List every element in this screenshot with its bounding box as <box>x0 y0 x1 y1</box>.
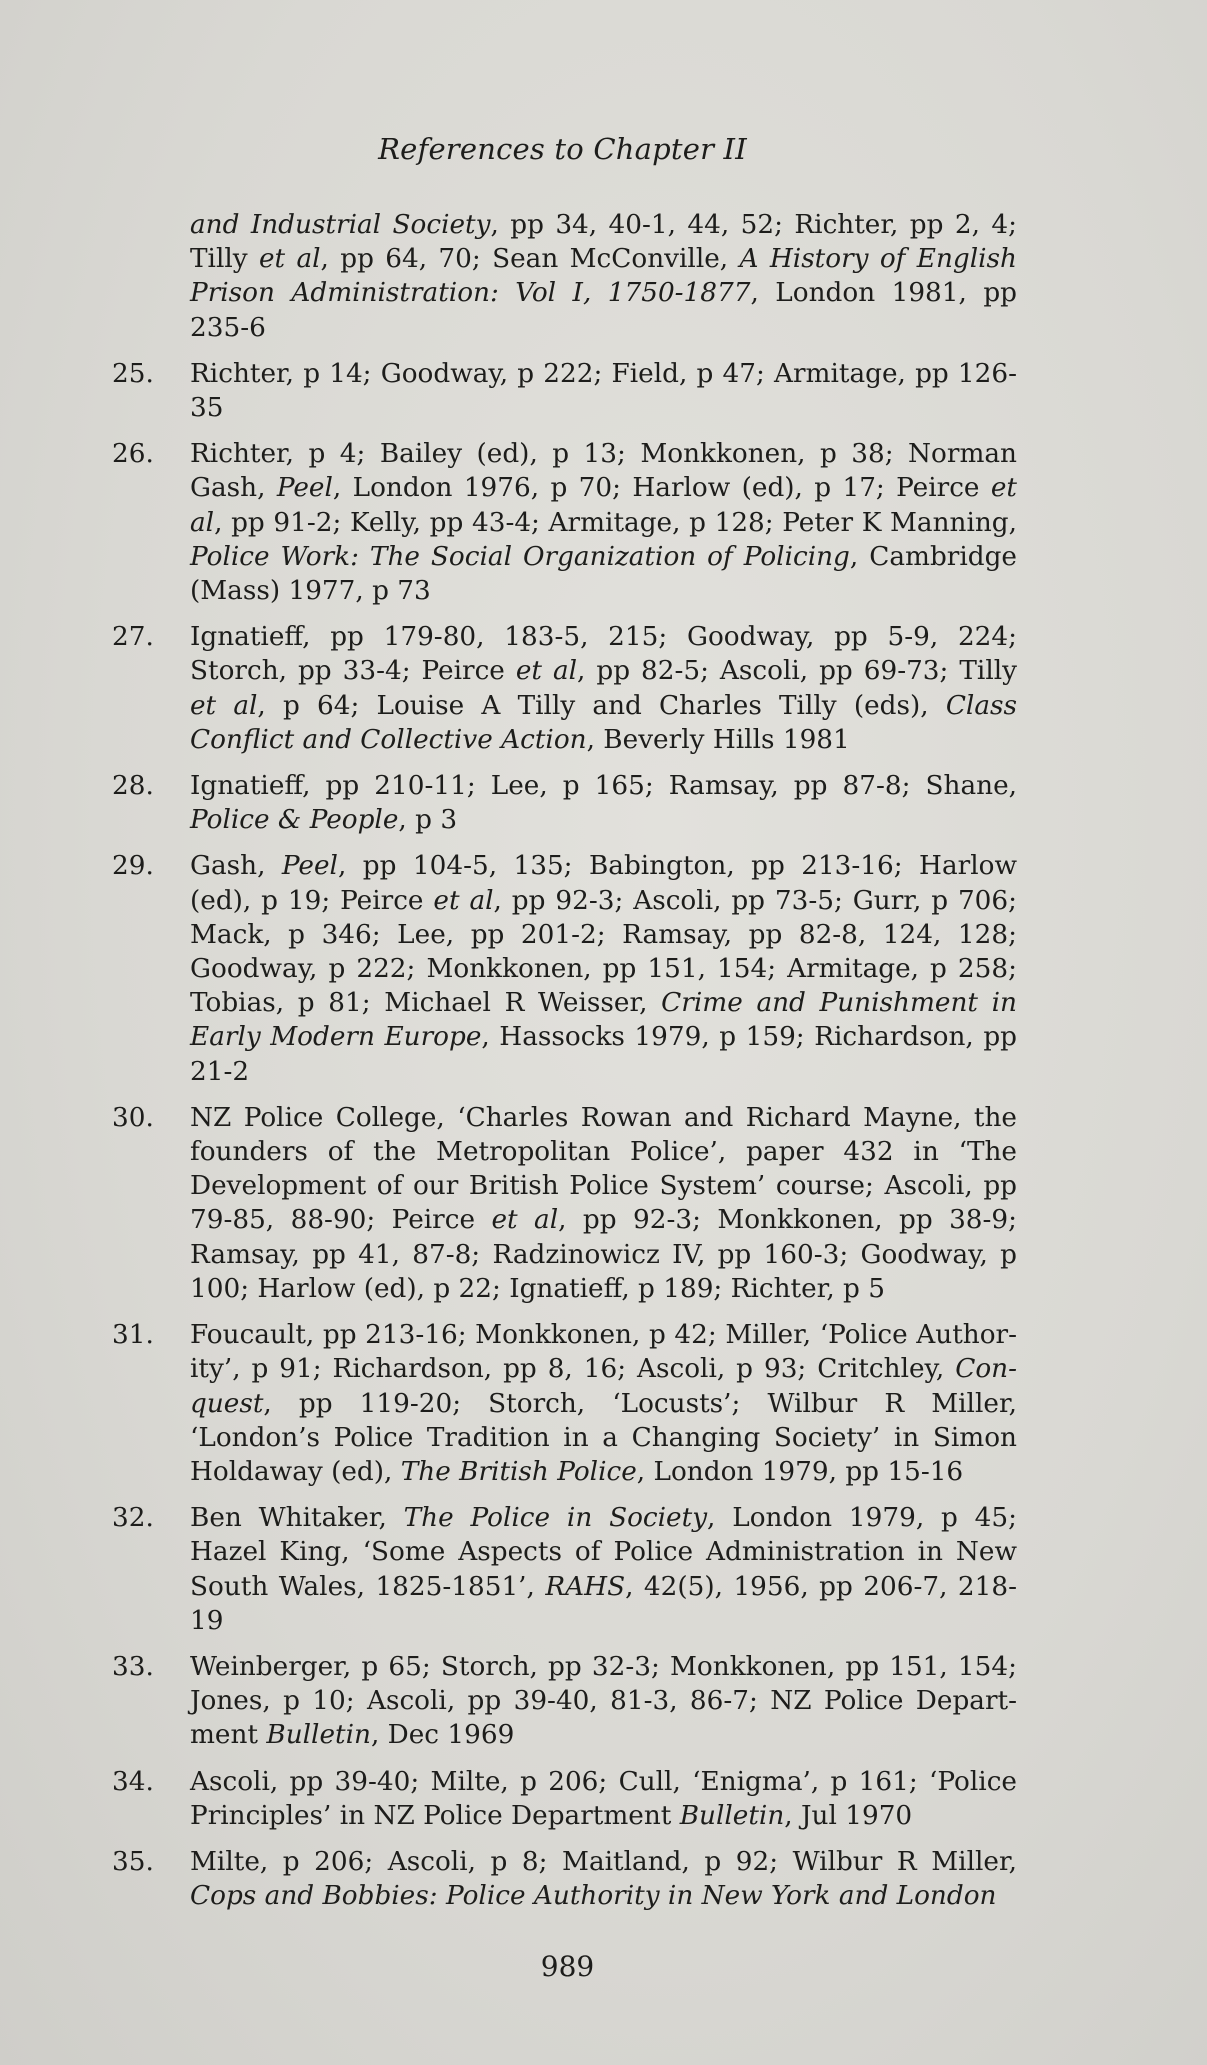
reference-number: 34. <box>112 1766 154 1797</box>
reference-entry <box>112 208 1017 345</box>
reference-entry <box>112 620 1017 757</box>
reference-text <box>190 1101 1017 1306</box>
reference-number: 33. <box>112 1651 154 1682</box>
running-head: References to Chapter II <box>378 132 747 166</box>
reference-segment: NZ Police College, ‘Charles Rowan and Richard Mayne, the founders of the Metropolitan Police’, paper 432 in ‘The Development of our British Police System’ course; Ascoli, pp 79-85, 88-90; Peirce <box>190 1102 1017 1236</box>
reference-text <box>190 357 1017 425</box>
reference-title: et al <box>515 656 578 687</box>
reference-entry <box>112 357 1017 425</box>
reference-title: et al <box>491 1205 559 1236</box>
reference-text <box>190 208 1017 345</box>
reference-segment: , Dec 1969 <box>370 1720 515 1751</box>
reference-title: Cops and Bobbies: Police Authority in New York and London <box>190 1881 997 1912</box>
reference-text <box>190 1501 1017 1638</box>
reference-title: Peel <box>281 851 338 882</box>
reference-segment: , Beverly Hills 1981 <box>586 724 850 755</box>
reference-title: Peel <box>276 473 333 504</box>
reference-entry <box>112 1650 1017 1753</box>
reference-entry <box>112 1101 1017 1306</box>
reference-segment: , pp 91-2; Kelly, pp 43-4; Armitage, p 128; Peter K Manning, <box>214 507 1017 538</box>
reference-text <box>190 769 1017 837</box>
reference-number: 25. <box>112 358 154 389</box>
reference-text <box>190 437 1017 608</box>
reference-number: 30. <box>112 1102 154 1133</box>
reference-entry <box>112 1765 1017 1833</box>
reference-segment: Ignatieff, pp 210-11; Lee, p 165; Ramsay, pp 87-8; Shane, <box>190 771 1017 802</box>
reference-segment: , pp 82-5; Ascoli, pp 69-73; Tilly <box>577 656 1017 687</box>
reference-title: et al <box>433 885 494 916</box>
reference-segment: , London 1976, p 70; Harlow (ed), p 17; Peirce <box>332 473 991 504</box>
reference-segment: Richter, p 14; Goodway, p 222; Field, p 47; Armitage, pp 126-35 <box>190 358 1017 424</box>
reference-title: Police & People <box>190 805 399 836</box>
reference-segment: Ascoli, pp 39-40; Milte, p 206; Cull, ‘Enigma’, p 161; ‘Police Principles’ in NZ Police Department <box>190 1766 1017 1831</box>
reference-segment: , p 3 <box>398 805 458 836</box>
reference-segment: Gash, <box>190 851 282 882</box>
reference-text <box>190 1765 1017 1833</box>
reference-number: 32. <box>112 1503 154 1534</box>
reference-list <box>112 208 1017 1925</box>
reference-number: 35. <box>112 1846 154 1877</box>
reference-segment: , Hassocks 1979, p 159; Richardson, pp 21-2 <box>190 1022 1017 1087</box>
reference-segment: Milte, p 206; Ascoli, p 8; Maitland, p 92; Wilbur R Miller, <box>190 1846 1017 1877</box>
reference-entry <box>112 1845 1017 1913</box>
reference-text <box>190 1318 1017 1489</box>
reference-title: Police Work: The Social Organization of Policing <box>190 541 850 572</box>
reference-entry <box>112 1501 1017 1638</box>
page-number: 989 <box>540 1950 595 1983</box>
reference-title: Bulletin <box>679 1800 785 1831</box>
reference-segment: , pp 64, 70; Sean McConville, <box>320 244 740 275</box>
reference-number: 27. <box>112 622 154 653</box>
reference-title: The Police in Society <box>403 1503 708 1534</box>
reference-number: 31. <box>112 1320 154 1351</box>
reference-title: Crime and Punishment in Early Modern Europe <box>190 988 1017 1053</box>
reference-segment: , pp 104-5, 135; Babington, pp 213-16; Harlow (ed), p 19; Peirce <box>190 851 1017 916</box>
reference-title: et al <box>190 473 1017 538</box>
reference-segment: , London 1979, p 45; Hazel King, ‘Some Aspects of Police Administration in New South Wales, 1825-1851’, <box>190 1503 1017 1602</box>
reference-number: 26. <box>112 439 154 470</box>
reference-text <box>190 620 1017 757</box>
reference-number: 29. <box>112 851 154 882</box>
reference-title: and Industrial Society <box>190 210 491 240</box>
reference-title: et al <box>258 244 321 275</box>
reference-segment: , Jul 1970 <box>784 1800 913 1831</box>
reference-title: Conquest <box>190 1354 1017 1419</box>
reference-segment: , pp 92-3; Ascoli, pp 73-5; Gurr, p 706; Mack, p 346; Lee, pp 201-2; Ramsay, pp 82-8, 124, 128; Goodway, p 222; Monkkonen, pp 151, 154; Armitage, p 258; Tobias, p 81; Michael R Weisser, <box>190 885 1018 1019</box>
reference-entry <box>112 1318 1017 1489</box>
reference-entry <box>112 849 1017 1088</box>
reference-segment: , London 1981, pp 235-6 <box>190 278 1017 343</box>
reference-title: RAHS <box>545 1571 626 1602</box>
reference-text <box>190 1650 1017 1753</box>
reference-title: Class Conflict and Collective Action <box>190 690 1018 755</box>
reference-segment: , London 1979, pp 15-16 <box>636 1456 964 1487</box>
reference-segment: Foucault, pp 213-16; Monkkonen, p 42; Miller, ‘Police Authority’, p 91; Richardson, pp 8, 16; Ascoli, p 93; Critchley, <box>190 1320 1017 1385</box>
reference-number: 28. <box>112 771 154 802</box>
reference-title: The British Police <box>400 1456 637 1487</box>
reference-text <box>190 849 1017 1088</box>
reference-text <box>190 1845 1017 1913</box>
reference-segment: Weinberger, p 65; Storch, pp 32-3; Monkkonen, pp 151, 154; Jones, p 10; Ascoli, pp 39-40, 81-3, 86-7; NZ Police Department <box>190 1651 1017 1751</box>
reference-segment: , Cambridge (Mass) 1977, p 73 <box>190 541 1017 607</box>
reference-segment: , pp 92-3; Monkkonen, pp 38-9; Ramsay, pp 41, 87-8; Radzinowicz IV, pp 160-3; Goodway, p 100; Harlow (ed), p 22; Ignatieff, p 189; Richter, p 5 <box>190 1205 1018 1304</box>
reference-segment: , pp 34, 40-1, 44, 52; Richter, pp 2, 4; Tilly <box>190 210 1017 275</box>
reference-segment: Ignatieff, pp 179-80, 183-5, 215; Goodway, pp 5-9, 224; Storch, pp 33-4; Peirce <box>190 622 1017 687</box>
reference-entry <box>112 437 1017 608</box>
reference-title: et al <box>190 690 258 721</box>
reference-title: Bulletin <box>266 1720 371 1751</box>
reference-segment: Richter, p 4; Bailey (ed), p 13; Monkkonen, p 38; Norman Gash, <box>190 439 1017 504</box>
reference-segment: Ben Whitaker, <box>190 1503 404 1534</box>
reference-title: A History of English Prison Administration: Vol I, 1750-1877 <box>190 244 1017 309</box>
reference-entry <box>112 769 1017 837</box>
reference-segment: , 42(5), 1956, pp 206-7, 218-19 <box>190 1571 1017 1636</box>
reference-segment: , pp 119-20; Storch, ‘Locusts’; Wilbur R Miller, ‘London’s Police Tradition in a Changing Society’ in Simon Holdaway (ed), <box>190 1388 1017 1487</box>
reference-segment: , p 64; Louise A Tilly and Charles Tilly (eds), <box>257 690 946 721</box>
